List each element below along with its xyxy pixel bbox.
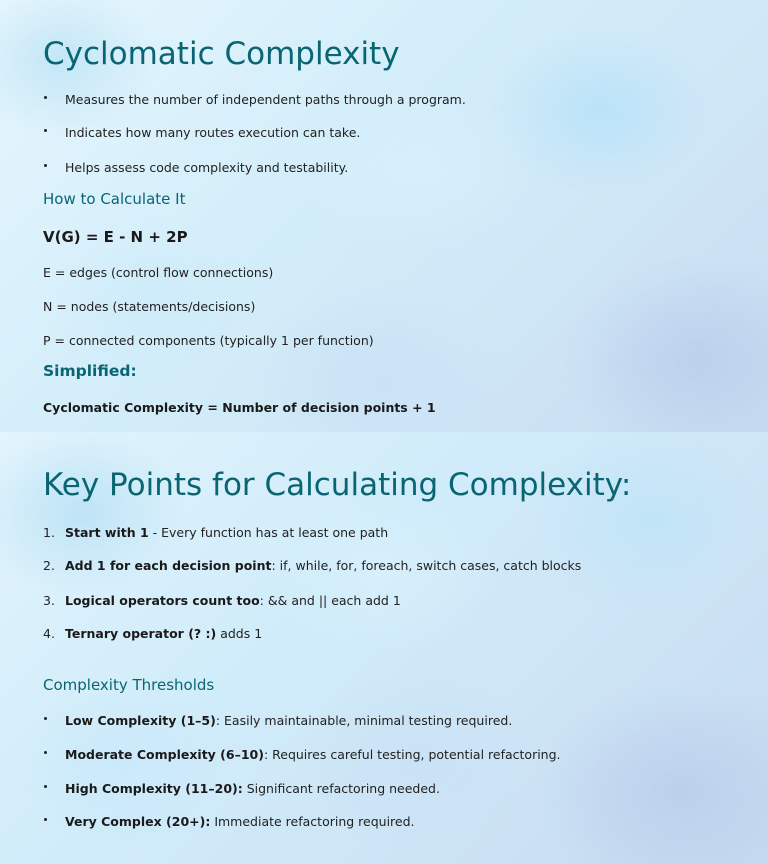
threshold-item — [65, 713, 512, 728]
point-bold: Ternary operator (? :) — [65, 626, 217, 641]
point-number: 2. — [43, 558, 55, 573]
bullet-icon — [44, 164, 47, 167]
bullet-icon — [44, 717, 47, 720]
point-bold: Add 1 for each decision point — [65, 558, 272, 573]
point-item — [65, 525, 388, 540]
section-heading: How to Calculate It — [43, 190, 186, 208]
bullet-icon — [44, 129, 47, 132]
bullet-item: Helps assess code complexity and testability. — [65, 160, 349, 175]
point-text: : && and || each add 1 — [259, 593, 401, 608]
point-number: 1. — [43, 525, 55, 540]
point-bold: Logical operators count too — [65, 593, 260, 608]
slide-title: Key Points for Calculating Complexity: — [43, 467, 632, 503]
definition-p: P = connected components (typically 1 per function) — [43, 333, 374, 348]
threshold-item — [65, 781, 440, 796]
point-text: - Every function has at least one path — [148, 525, 389, 540]
bullet-icon — [44, 785, 47, 788]
point-item — [65, 558, 581, 573]
point-bold: Start with 1 — [65, 525, 149, 540]
point-item — [65, 626, 262, 641]
threshold-item — [65, 814, 415, 829]
point-number: 4. — [43, 626, 55, 641]
point-text: : if, while, for, foreach, switch cases, catch blocks — [271, 558, 582, 573]
bullet-icon — [44, 751, 47, 754]
formula: V(G) = E - N + 2P — [43, 228, 188, 246]
threshold-item — [65, 747, 561, 762]
simplified-formula: Cyclomatic Complexity = Number of decision points + 1 — [43, 400, 436, 415]
slide-title: Cyclomatic Complexity — [43, 36, 400, 72]
point-item — [65, 593, 401, 608]
definition-n: N = nodes (statements/decisions) — [43, 299, 256, 314]
point-text: adds 1 — [216, 626, 263, 641]
thresholds-heading: Complexity Thresholds — [43, 676, 215, 694]
bullet-item: Indicates how many routes execution can take. — [65, 125, 361, 140]
bullet-icon — [44, 96, 47, 99]
bullet-item: Measures the number of independent paths through a program. — [65, 92, 466, 107]
threshold-text: : Requires careful testing, potential refactoring. — [263, 747, 561, 762]
definition-e: E = edges (control flow connections) — [43, 265, 274, 280]
threshold-text: : Easily maintainable, minimal testing required. — [215, 713, 513, 728]
point-number: 3. — [43, 593, 55, 608]
threshold-bold: Moderate Complexity (6–10) — [65, 747, 264, 762]
threshold-bold: Very Complex (20+): — [65, 814, 211, 829]
threshold-text: Immediate refactoring required. — [210, 814, 415, 829]
slide-key-points — [0, 432, 768, 864]
threshold-text: Significant refactoring needed. — [242, 781, 440, 796]
simplified-heading: Simplified: — [43, 362, 137, 380]
bullet-icon — [44, 818, 47, 821]
threshold-bold: High Complexity (11–20): — [65, 781, 243, 796]
threshold-bold: Low Complexity (1–5) — [65, 713, 216, 728]
